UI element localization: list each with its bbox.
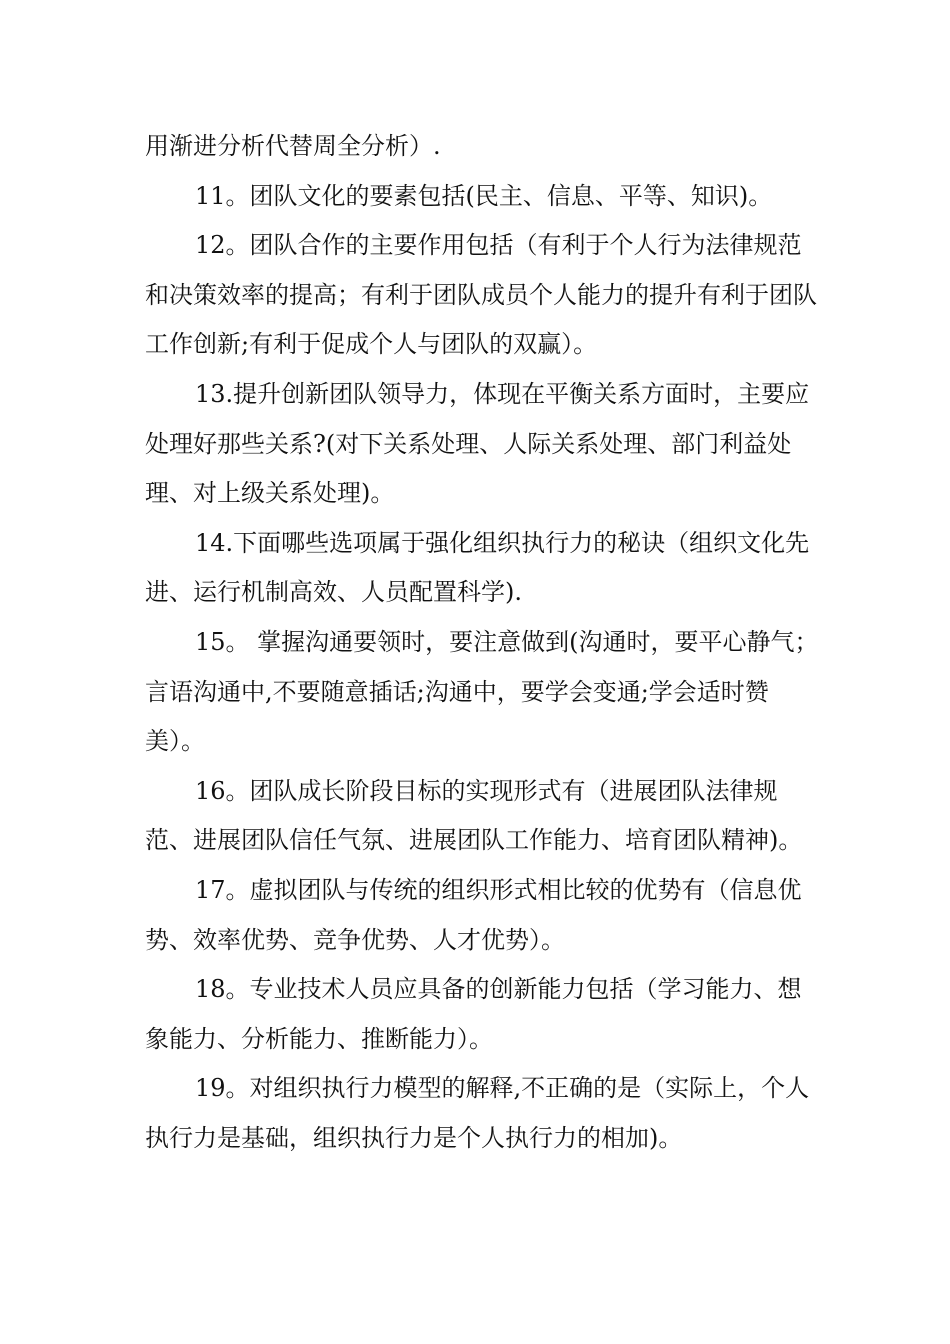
paragraph-item-11: 11。团队文化的要素包括(民主、信息、平等、知识)。 (195, 181, 773, 210)
paragraph-item-12: 12。团队合作的主要作用包括（有利于个人行为法律规范和决策效率的提高；有利于团队成员个人能力的提升有利于团队工作创新;有利于促成个人与团队的双赢）。 (145, 231, 817, 359)
paragraph-continuation: 用渐进分析代替周全分析）. (145, 132, 441, 160)
paragraph-item-19: 19。对组织执行力模型的解释,不正确的是（实际上，个人执行力是基础，组织执行力是个人执行力的相加)。 (145, 1074, 810, 1152)
paragraph-item-15: 15。 掌握沟通要领时，要注意做到(沟通时，要平心静气；言语沟通中,不要随意插话;沟通中，要学会变通;学会适时赞美）。 (145, 627, 819, 756)
paragraph-item-16: 16。团队成长阶段目标的实现形式有（进展团队法律规范、进展团队信任气氛、进展团队工作能力、培育团队精神)。 (145, 776, 803, 855)
document-body (145, 122, 825, 1163)
paragraph-item-18: 18。专业技术人员应具备的创新能力包括（学习能力、想象能力、分析能力、推断能力）。 (145, 975, 802, 1053)
paragraph-item-13: 13.提升创新团队领导力，体现在平衡关系方面时，主要应处理好那些关系?(对下关系处理、人际关系处理、部门利益处理、对上级关系处理)。 (145, 379, 810, 508)
paragraph-item-14: 14.下面哪些选项属于强化组织执行力的秘诀（组织文化先进、运行机制高效、人员配置科学). (145, 528, 810, 607)
paragraph-item-17: 17。虚拟团队与传统的组织形式相比较的优势有（信息优势、效率优势、竞争优势、人才优势）。 (145, 875, 802, 954)
